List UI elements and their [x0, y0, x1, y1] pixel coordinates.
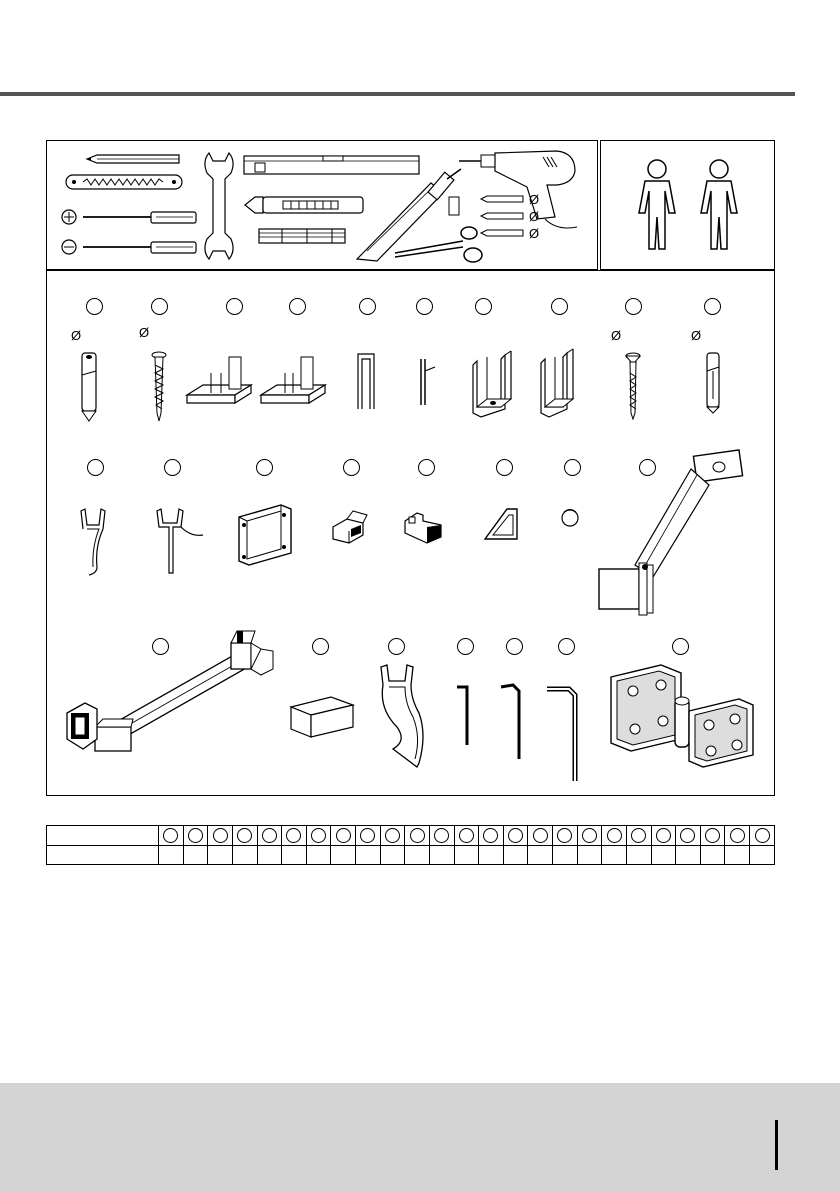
comb-clip-icon	[413, 357, 443, 407]
folding-rule-icon	[257, 223, 347, 249]
table-cell	[208, 826, 233, 846]
part-number-circle	[582, 828, 597, 843]
table-cell	[553, 845, 578, 865]
part-number-circle	[416, 298, 433, 315]
part-number-circle	[434, 828, 449, 843]
table-cell	[651, 845, 676, 865]
table-cell	[306, 826, 331, 846]
table-cell	[479, 826, 504, 846]
drill-bit-diameter-symbol: Ø	[529, 192, 540, 207]
part-number-circle	[508, 828, 523, 843]
wrench-icon	[201, 151, 237, 261]
table-cell	[331, 845, 356, 865]
table-cell	[553, 826, 578, 846]
parts-list-panel	[46, 270, 775, 796]
table-label-cell	[47, 826, 159, 846]
part-number-circle	[496, 459, 513, 476]
part-number-circle	[311, 828, 326, 843]
person-icon	[635, 159, 679, 251]
table-cell	[651, 826, 676, 846]
table-cell	[232, 826, 257, 846]
table-cell	[750, 826, 775, 846]
part-number-circle	[557, 828, 572, 843]
part-number-circle	[388, 638, 405, 655]
table-cell	[429, 845, 454, 865]
part-number-circle	[262, 828, 277, 843]
part-number-circle	[343, 459, 360, 476]
table-cell	[676, 826, 701, 846]
part-number-circle	[506, 638, 523, 655]
table-cell	[380, 845, 405, 865]
part-number-circle	[164, 459, 181, 476]
table-cell	[183, 826, 208, 846]
table-cell	[577, 845, 602, 865]
table-cell	[159, 845, 184, 865]
part-number-circle	[705, 828, 720, 843]
table-cell	[626, 826, 651, 846]
part-number-circle	[704, 298, 721, 315]
table-cell	[528, 845, 553, 865]
table-cell	[528, 826, 553, 846]
table-cell	[306, 845, 331, 865]
end-cap-a-icon	[329, 509, 371, 545]
diameter-symbol: Ø	[611, 328, 622, 343]
part-number-circle	[459, 828, 474, 843]
part-number-circle	[87, 459, 104, 476]
part-number-circle	[359, 298, 376, 315]
table-cell	[159, 826, 184, 846]
table-cell	[356, 845, 381, 865]
part-number-circle	[410, 828, 425, 843]
part-number-circle	[289, 298, 306, 315]
part-number-circle	[475, 298, 492, 315]
part-number-circle	[151, 298, 168, 315]
table-cell	[405, 845, 430, 865]
corner-gasket-icon	[481, 505, 521, 545]
table-cell	[356, 826, 381, 846]
table-cell	[700, 845, 725, 865]
part-number-circle	[551, 298, 568, 315]
part-number-circle	[730, 828, 745, 843]
scissors-icon	[393, 225, 485, 265]
allen-key-small-icon	[455, 683, 479, 749]
part-number-circle	[188, 828, 203, 843]
seal-profile-b-icon	[151, 507, 205, 579]
table-cell	[676, 845, 701, 865]
table-cell	[257, 845, 282, 865]
table-cell	[700, 826, 725, 846]
table-cell	[429, 826, 454, 846]
allen-key-medium-icon	[499, 683, 527, 763]
table-label-cell	[47, 845, 159, 865]
table-cell	[602, 826, 627, 846]
part-number-circle	[457, 638, 474, 655]
glass-clamp-bracket-b-icon	[259, 351, 329, 411]
table-cell	[750, 845, 775, 865]
table-cell	[232, 845, 257, 865]
table-cell	[725, 826, 750, 846]
table-cell	[183, 845, 208, 865]
part-number-circle	[656, 828, 671, 843]
hinge-icon	[607, 659, 757, 769]
drill-bit-diameter-symbol: Ø	[529, 209, 540, 224]
table-row	[47, 845, 775, 865]
part-number-circle	[213, 828, 228, 843]
allen-key-large-icon	[545, 685, 585, 785]
part-number-circle	[256, 459, 273, 476]
saw-icon	[65, 173, 185, 193]
u-profile-wide-icon	[467, 347, 519, 419]
foam-block-icon	[287, 695, 357, 739]
header-rule	[0, 92, 795, 96]
part-number-circle	[672, 638, 689, 655]
part-number-circle	[163, 828, 178, 843]
table-cell	[725, 845, 750, 865]
diameter-symbol: Ø	[691, 328, 702, 343]
footer-divider	[775, 1120, 778, 1170]
table-cell	[503, 845, 528, 865]
pencil-icon	[87, 153, 182, 165]
glass-clamp-bracket-a-icon	[185, 351, 255, 411]
part-number-circle	[755, 828, 770, 843]
table-cell	[626, 845, 651, 865]
table-cell	[503, 826, 528, 846]
part-number-circle	[564, 459, 581, 476]
u-channel-clip-icon	[355, 351, 377, 411]
stabilizer-bar-icon	[593, 447, 753, 619]
part-number-circle	[558, 638, 575, 655]
part-number-circle	[625, 298, 642, 315]
part-number-circle	[533, 828, 548, 843]
phillips-screwdriver-icon	[61, 207, 201, 227]
parts-quantity-table	[46, 825, 775, 865]
part-number-circle	[680, 828, 695, 843]
table-cell	[454, 845, 479, 865]
wall-plug-icon	[77, 351, 101, 423]
end-cap-b-icon	[401, 507, 449, 545]
flat-screwdriver-icon	[61, 237, 201, 257]
table-cell	[405, 826, 430, 846]
part-number-circle	[226, 298, 243, 315]
part-number-circle	[360, 828, 375, 843]
table-row	[47, 826, 775, 846]
part-number-circle	[286, 828, 301, 843]
wall-plug-small-icon	[703, 351, 723, 415]
wood-screw-icon	[151, 351, 167, 423]
table-cell	[331, 826, 356, 846]
part-number-circle	[237, 828, 252, 843]
countersunk-screw-icon	[625, 353, 641, 421]
seal-profile-a-icon	[75, 507, 123, 579]
part-number-circle	[607, 828, 622, 843]
page-footer	[0, 1083, 840, 1192]
part-number-circle	[418, 459, 435, 476]
person-icon	[697, 159, 741, 251]
table-cell	[577, 826, 602, 846]
diameter-symbol: Ø	[139, 325, 150, 340]
u-profile-narrow-icon	[537, 347, 581, 419]
table-cell	[282, 845, 307, 865]
table-cell	[479, 845, 504, 865]
diameter-symbol: Ø	[71, 328, 82, 343]
drill-bit-diameter-symbol: Ø	[529, 226, 540, 241]
installers-panel	[600, 140, 775, 270]
part-number-circle	[312, 638, 329, 655]
required-tools-panel	[46, 140, 598, 270]
part-number-circle	[336, 828, 351, 843]
part-number-circle	[385, 828, 400, 843]
table-cell	[380, 826, 405, 846]
part-number-circle	[86, 298, 103, 315]
table-cell	[454, 826, 479, 846]
round-cap-icon	[559, 507, 581, 529]
drill-bits-icon	[479, 193, 527, 241]
table-cell	[257, 826, 282, 846]
table-cell	[208, 845, 233, 865]
table-cell	[282, 826, 307, 846]
drip-seal-profile-icon	[371, 663, 435, 771]
square-frame-bracket-icon	[235, 501, 297, 567]
door-handle-icon	[61, 629, 281, 763]
part-number-circle	[631, 828, 646, 843]
table-cell	[602, 845, 627, 865]
part-number-circle	[483, 828, 498, 843]
